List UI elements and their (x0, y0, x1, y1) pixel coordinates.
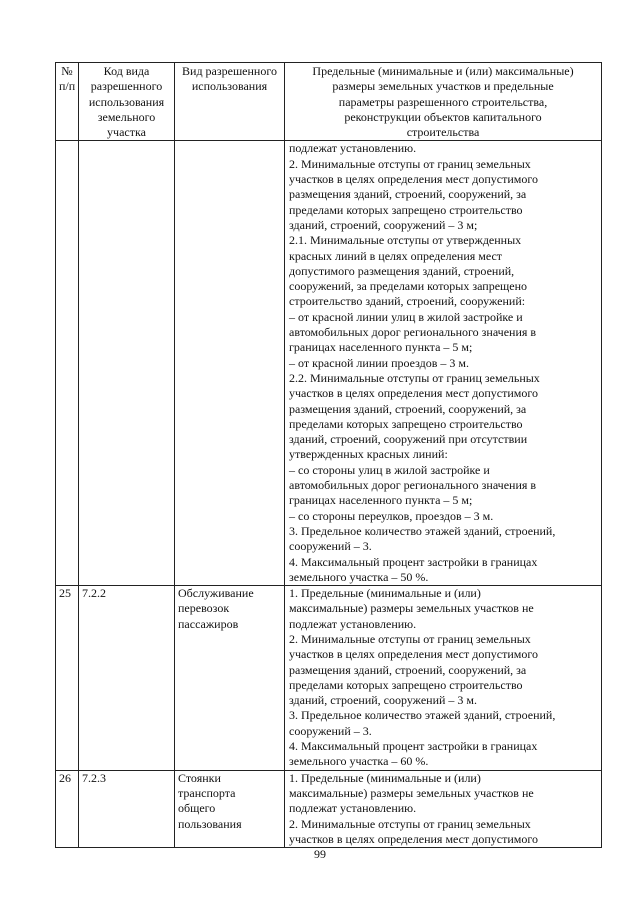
text-line: пределами которых запрещено строительство (289, 202, 523, 217)
text-line: максимальные) размеры земельных участков не (289, 785, 534, 800)
text-line: – со стороны переулков, проездов – 3 м. (289, 508, 494, 523)
text-line: – со стороны улиц в жилой застройке и (289, 462, 490, 477)
text-line: 1. Предельные (минимальные и (или) (289, 770, 481, 785)
text-line: земельного участка – 50 %. (289, 569, 429, 584)
text-line: 2. Минимальные отступы от границ земельных (289, 156, 531, 171)
text-line: утвержденных красных линий: (289, 447, 448, 462)
text-line: Код вида (103, 64, 150, 78)
text-line: подлежат установлению. (289, 616, 417, 631)
text-line: пользования (178, 816, 242, 831)
text-line: сооружений – 3. (289, 723, 372, 738)
text-line: размещения зданий, строений, сооружений, за (289, 187, 527, 202)
text-line: использования (191, 79, 268, 94)
text-line: общего (178, 801, 216, 816)
text-line: земельного (97, 109, 156, 124)
text-line: пределами которых запрещено строительство (289, 416, 523, 431)
header-parameters (285, 63, 602, 141)
text-line: п/п (59, 79, 76, 94)
text-line: – от красной линии проездов – 3 м. (289, 355, 470, 370)
text-line: подлежат установлению. (289, 801, 417, 816)
text-line: границах населенного пункта – 5 м; (289, 493, 473, 508)
row-number: 26 (56, 770, 79, 847)
text-line: размещения зданий, строений, сооружений, за (289, 401, 527, 416)
text-line: зданий, строений, сооружений – 3 м; (289, 217, 478, 232)
text-line: № (61, 64, 73, 78)
row-number (56, 141, 79, 586)
row-parameters (285, 586, 602, 771)
text-line: Обслуживание (178, 586, 254, 601)
text-line: автомобильных дорог регионального значения в (289, 478, 537, 493)
text-line: зданий, строений, сооружений – 3 м. (289, 693, 478, 708)
table-row (56, 141, 602, 586)
table-header-row (56, 63, 602, 141)
text-line: максимальные) размеры земельных участков не (289, 601, 534, 616)
row-use-type (175, 586, 285, 771)
text-line: строительство зданий, строений, сооружений: (289, 294, 526, 309)
text-line: разрешенного (90, 79, 163, 94)
text-line: Стоянки (178, 770, 221, 785)
text-line: 2.2. Минимальные отступы от границ земельных (289, 370, 540, 385)
table-row (56, 586, 602, 771)
text-line: 2. Минимальные отступы от границ земельных (289, 816, 531, 831)
text-line: автомобильных дорог регионального значения в (289, 325, 537, 340)
text-line: пассажиров (178, 616, 239, 631)
text-line: участка (107, 125, 146, 140)
text-line: строительства (406, 125, 480, 140)
text-line: сооружений, за пределами которых запрещено (289, 279, 528, 294)
header-code (79, 63, 175, 141)
text-line: Вид разрешенного (182, 64, 277, 78)
text-line: 3. Предельное количество этажей зданий, строений, (289, 708, 556, 723)
text-line: пределами которых запрещено строительство (289, 677, 523, 692)
text-line: реконструкции объектов капитального (344, 109, 542, 124)
text-line: допустимого размещения зданий, строений, (289, 263, 515, 278)
text-line: размещения зданий, строений, сооружений, за (289, 662, 527, 677)
text-line: земельного участка – 60 %. (289, 754, 429, 769)
row-parameters (285, 141, 602, 586)
row-code: 7.2.2 (79, 586, 175, 771)
text-line: – от красной линии улиц в жилой застройке и (289, 309, 523, 324)
text-line: сооружений – 3. (289, 539, 372, 554)
text-line: использования (88, 94, 165, 109)
text-line: 2.1. Минимальные отступы от утвержденных (289, 233, 522, 248)
text-line: красных линий в целях определения мест (289, 248, 503, 263)
text-line: участков в целях определения мест допустимого (289, 647, 538, 662)
text-line: участков в целях определения мест допустимого (289, 386, 538, 401)
text-line: 4. Максимальный процент застройки в границах (289, 739, 538, 754)
text-line: границах населенного пункта – 5 м; (289, 340, 473, 355)
text-line: 3. Предельное количество этажей зданий, строений, (289, 523, 556, 538)
text-line: зданий, строений, сооружений при отсутствии (289, 432, 528, 447)
row-use-type (175, 141, 285, 586)
row-parameters (285, 770, 602, 847)
row-use-type (175, 770, 285, 847)
page-number: 99 (314, 847, 326, 861)
text-line: 1. Предельные (минимальные и (или) (289, 586, 481, 601)
row-code: 7.2.3 (79, 770, 175, 847)
header-number (56, 63, 79, 141)
zoning-parameters-table (55, 62, 602, 848)
text-line: 4. Максимальный процент застройки в границах (289, 554, 538, 569)
text-line: участков в целях определения мест допустимого (289, 172, 538, 187)
table-row (56, 770, 602, 847)
text-line: перевозок (178, 601, 230, 616)
header-use-type (175, 63, 285, 141)
row-code (79, 141, 175, 586)
text-line: Предельные (минимальные и (или) максимальные) (312, 64, 574, 78)
text-line: транспорта (178, 785, 236, 800)
text-line: подлежат установлению. (289, 141, 417, 156)
text-line: параметры разрешенного строительства, (338, 94, 548, 109)
row-number: 25 (56, 586, 79, 771)
text-line: участков в целях определения мест допустимого (289, 831, 538, 846)
text-line: 2. Минимальные отступы от границ земельных (289, 631, 531, 646)
text-line: размеры земельных участков и предельные (332, 79, 554, 94)
